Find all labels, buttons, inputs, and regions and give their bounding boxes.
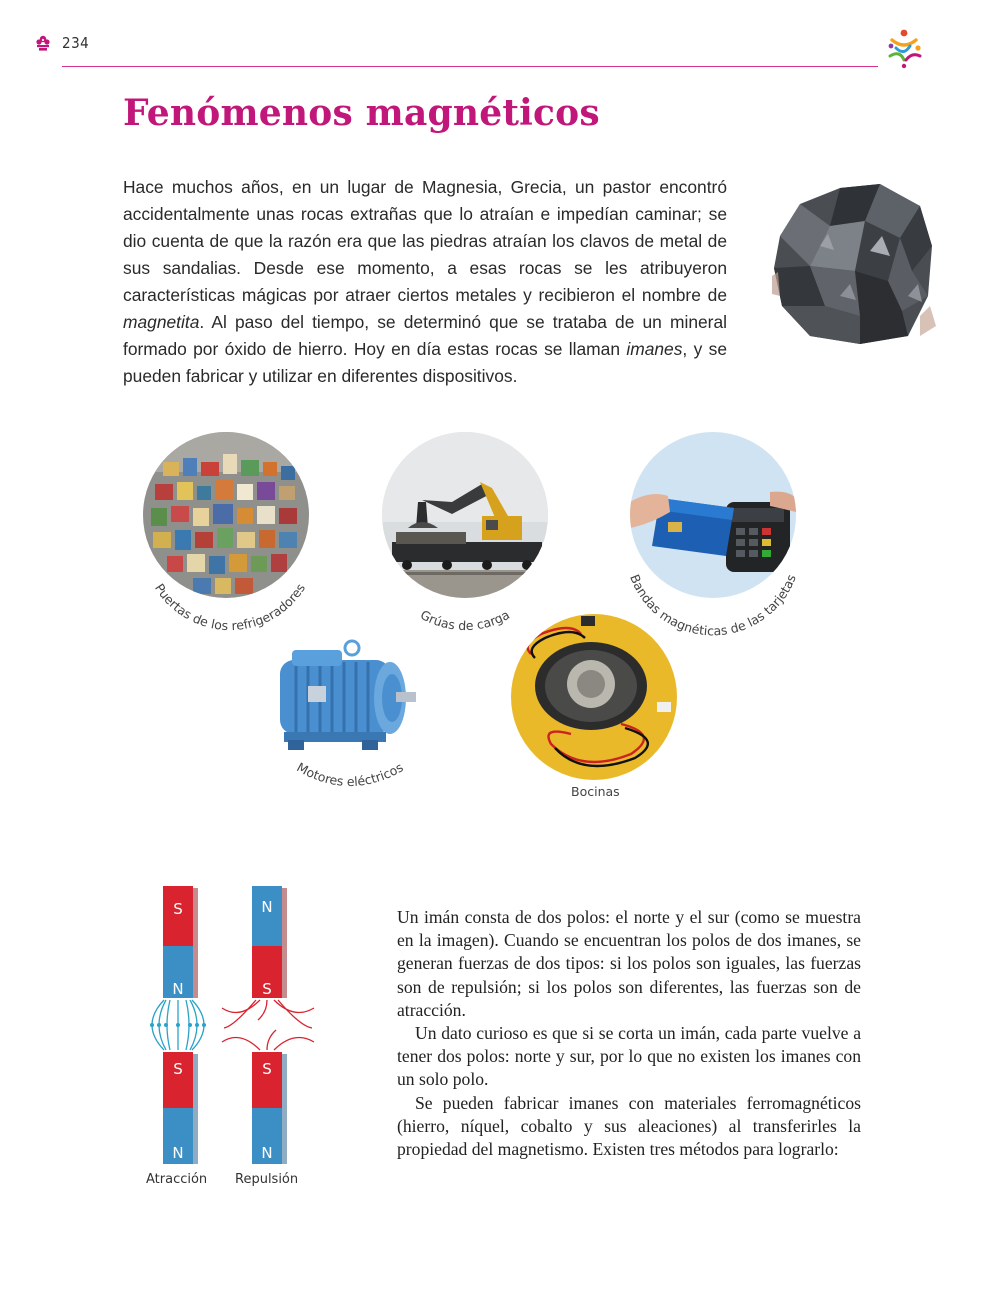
pole-label: N — [261, 898, 273, 916]
body-paragraph-2: Un dato curioso es que si se corta un imán, cada parte vuelve a tener dos polos: norte y sur, por lo que no existen los imanes con un solo polo. — [397, 1023, 861, 1090]
crane-caption — [365, 540, 565, 634]
pole-label: N — [261, 1144, 273, 1162]
page-number: 234 — [62, 34, 90, 52]
svg-text:Motores eléctricos: Motores eléctricos — [294, 759, 406, 790]
card-caption — [613, 540, 813, 639]
body-paragraph-3: Se pueden fabricar imanes con materiales ferromagnéticos (hierro, níquel, cobalto y sus aleaciones) al transferirles la propiedad del magnetismo. Existen tres métodos para lograrlo: — [397, 1092, 861, 1160]
magnet-poles-diagram — [130, 880, 320, 1200]
pole-label: N — [172, 1144, 184, 1162]
repulsion-label: Repulsión — [235, 1172, 299, 1187]
page-title: Fenómenos magnéticos — [123, 92, 600, 134]
pole-label: N — [172, 980, 184, 998]
magnetite-mineral-photo — [770, 176, 938, 346]
pole-label: S — [262, 980, 272, 998]
header-rule — [62, 66, 878, 67]
flower-icon — [34, 34, 52, 52]
intro-paragraph: Hace muchos años, en un lugar de Magnesia, Grecia, un pastor encontró accidentalmente unas rocas extrañas que lo atraían e impedían caminar; se dio cuenta de que la razón era que las piedras atraían los clavos de metal de sus sandalias. Desde ese momento, a esas rocas se les atribuyeron características mágicas por atraer ciertos metales y recibieron el nombre de magnetita. Al paso del tiempo, se determinó que se trataba de un mineral formado por óxido de hierro. Hoy en día estas rocas se llaman imanes, y se pueden fabricar y utilizar en diferentes dispositivos. — [123, 177, 727, 386]
motor-caption — [270, 740, 430, 810]
attraction-label: Atracción — [146, 1172, 208, 1187]
speaker-caption: Bocinas — [571, 784, 620, 799]
fridge-caption — [130, 540, 330, 634]
repulsion-magnets — [222, 886, 314, 1164]
term-magnetita: magnetita — [123, 312, 200, 332]
pole-label: S — [173, 900, 183, 918]
svg-text:Bandas magnéticas de las tarje: Bandas magnéticas de las tarjetas — [627, 572, 799, 639]
term-imanes: imanes — [626, 339, 683, 359]
svg-text:Grúas de carga: Grúas de carga — [417, 606, 513, 634]
pole-label: S — [262, 1060, 272, 1078]
body-paragraph-1: Un imán consta de dos polos: el norte y el sur (como se muestra en la imagen). Cuando se encuentran los polos de dos imanes, se generan fuerzas de dos tipos: si los polos son iguales, las fuerzas son de repulsión; si los polos son diferentes, las fuerzas son de atracción. — [397, 907, 861, 1020]
body-text — [397, 906, 861, 1161]
attraction-magnets — [150, 886, 206, 1164]
svg-text:Puertas de los refrigeradores: Puertas de los refrigeradores — [151, 580, 309, 634]
pole-label: S — [173, 1060, 183, 1078]
speaker-photo — [511, 614, 677, 780]
colorful-figure-logo-icon — [882, 26, 926, 70]
electric-motor-photo — [262, 638, 422, 756]
